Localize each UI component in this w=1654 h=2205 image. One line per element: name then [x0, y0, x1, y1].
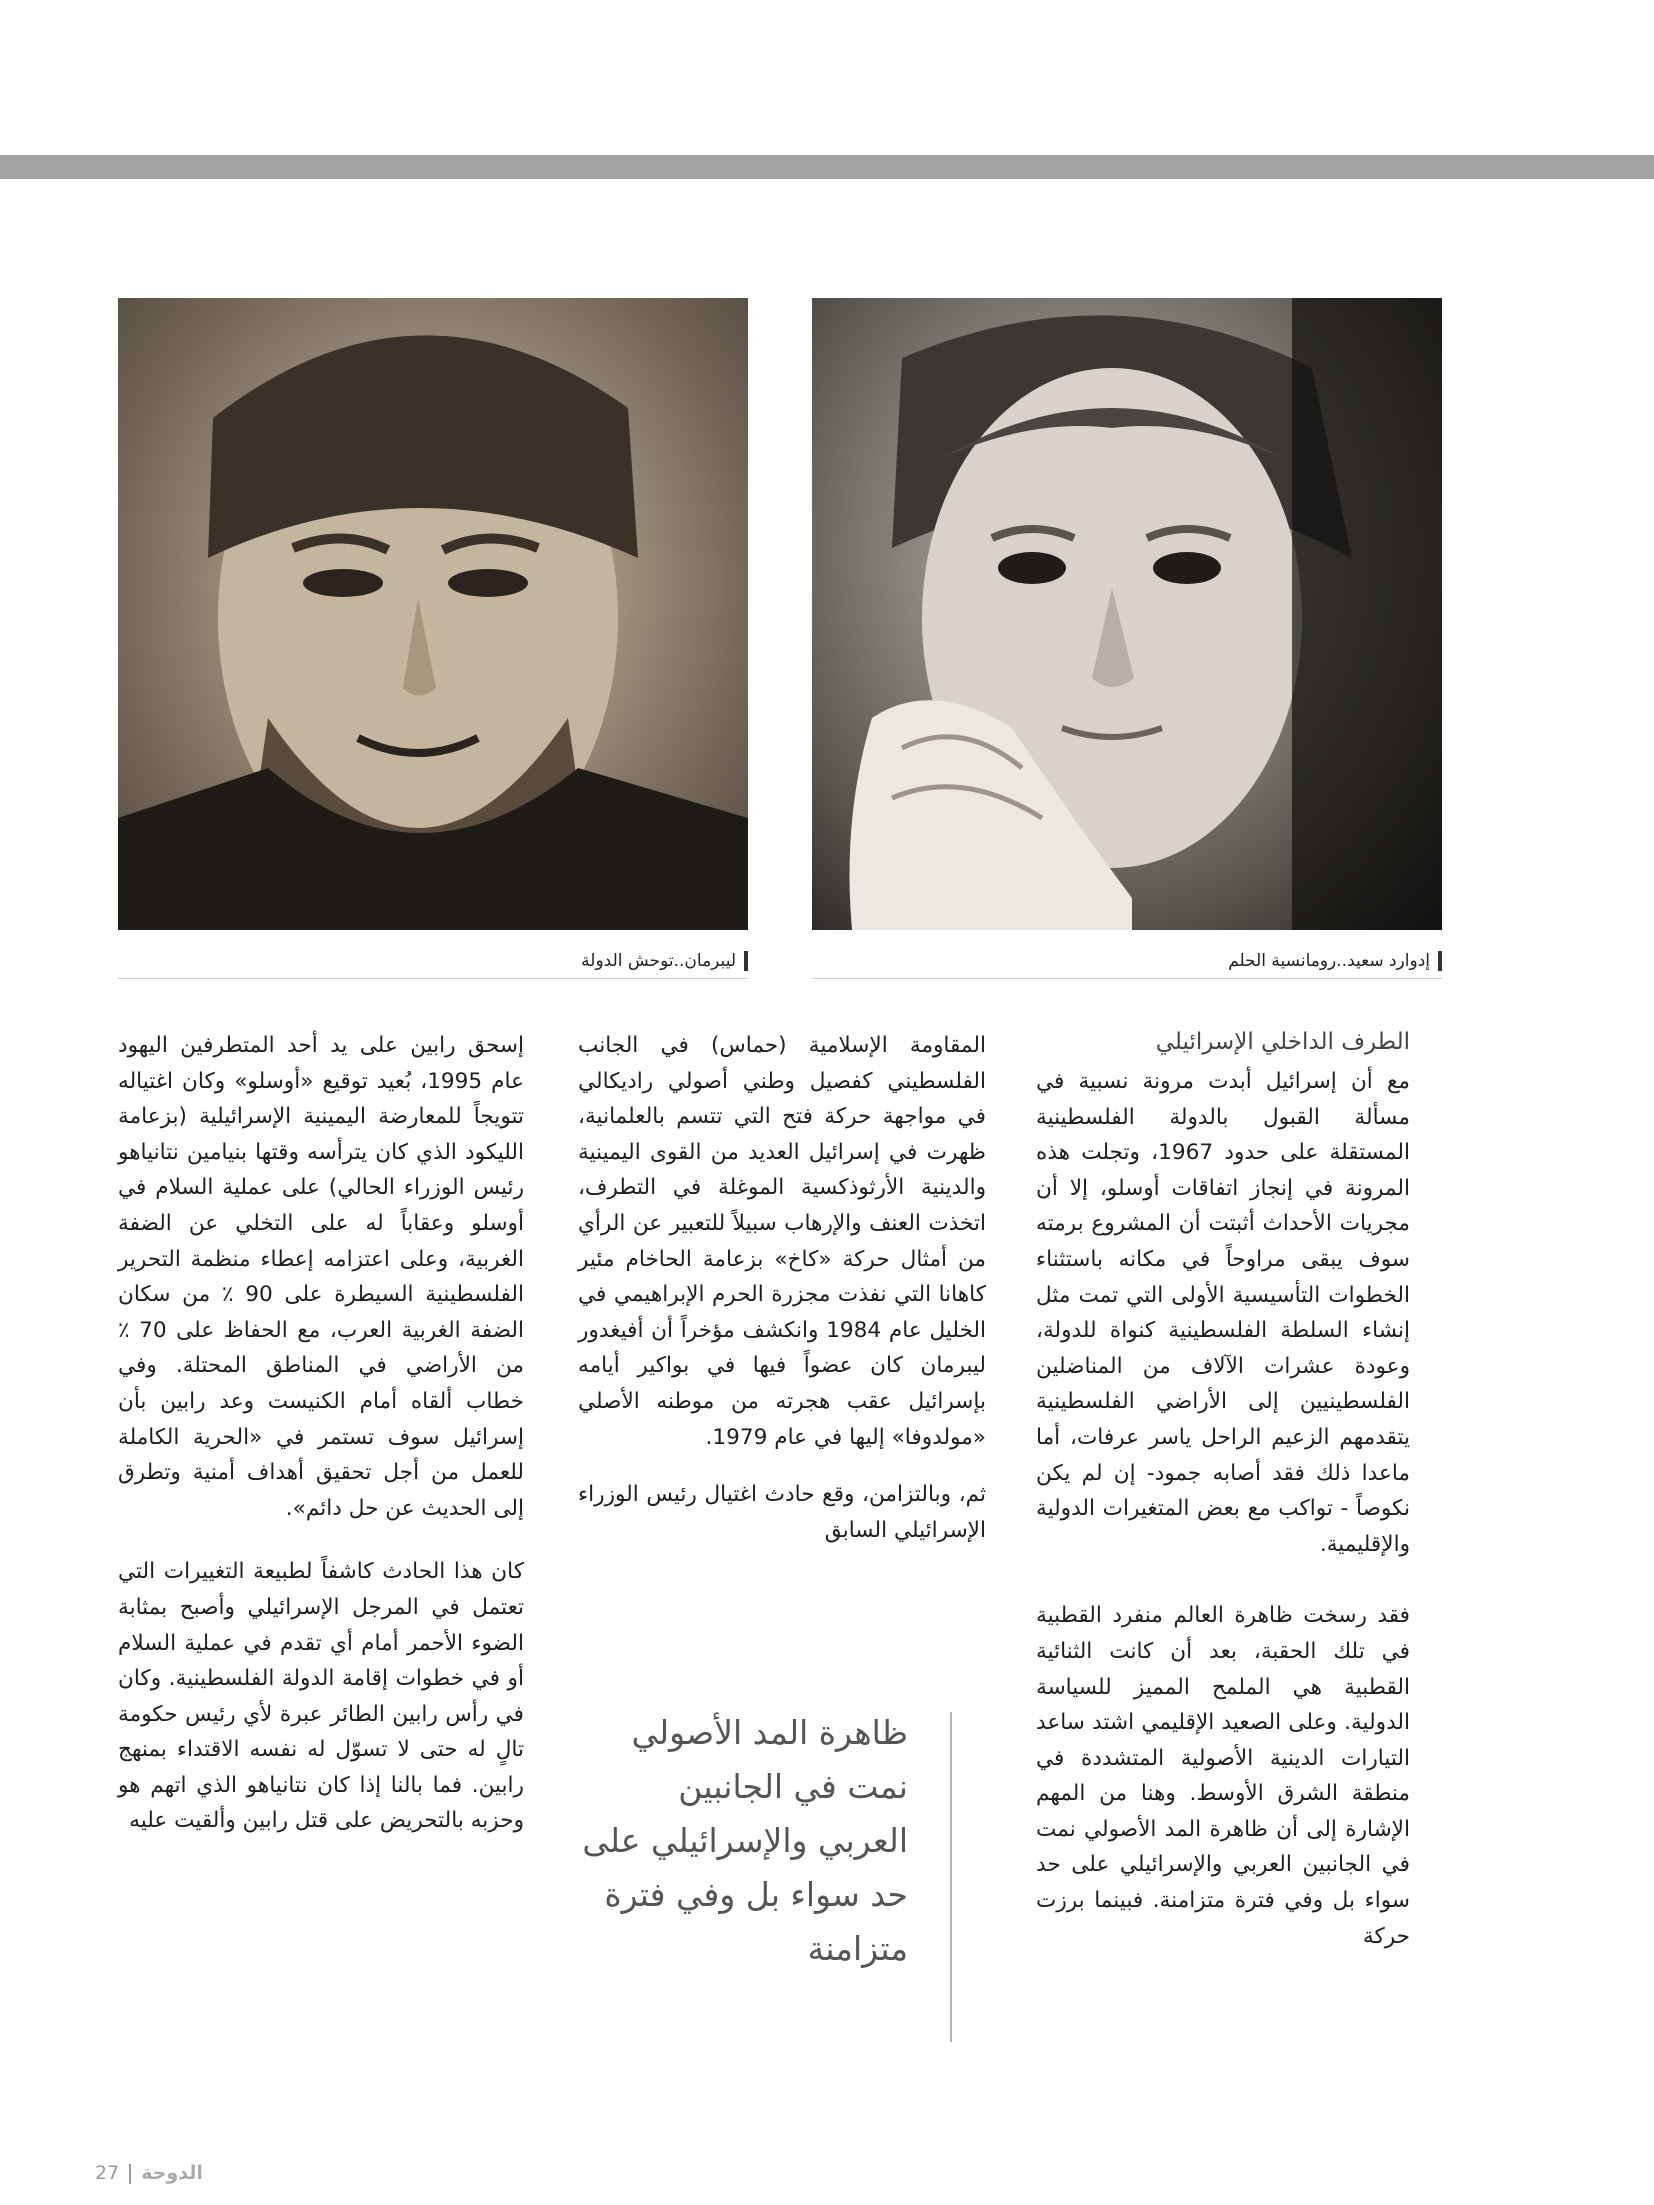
paragraph: مع أن إسرائيل أبدت مرونة نسبية في مسألة القبول بالدولة الفلسطينية المستقلة على حدود 1967، وتجلت هذه المرونة في إنجاز اتفاقات أوسلو، إلا أن مجريات الأحداث أثبتت أن المشروع برمته سوف يبقى مراوحاً في مكانه باستثناء الخطوات التأسيسية الأولى التي تمت مثل إنشاء السلطة الفلسطينية كنواة للدولة، وعودة عشرات الآلاف من المناضلين الفلسطينيين إلى الأراضي الفلسطينية يتقدمهم الزعيم الراحل ياسر عرفات، أما ماعدا ذلك فقد أصابه جمود- إن لم يكن نكوصاً - تواكب مع بعض المتغيرات الدولية والإقليمية. — [1036, 1069, 1410, 1557]
column-middle — [578, 1028, 986, 1548]
caption-right-text: إدوارد سعيد..رومانسية الحلم — [1228, 951, 1430, 971]
portrait-said-illustration — [812, 298, 1442, 930]
caption-marker — [1438, 951, 1442, 971]
magazine-name: الدوحة — [141, 2162, 203, 2184]
pullquote-rule — [950, 1712, 952, 2042]
paragraph: إسحق رابين على يد أحد المتطرفين اليهود عام 1995، بُعيد توقيع «أوسلو» وكان اغتياله تتويجاً للمعارضة اليمينية الإسرائيلية (بزعامة الليكود الذي كان يترأسه وقتها بنيامين نتانياهو رئيس الوزراء الحالي) على عملية السلام في أوسلو وعقاباً له على التخلي عن الضفة الغربية، وعلى اعتزامه إعطاء منظمة التحرير الفلسطينية السيطرة على 90 ٪ من سكان الضفة الغربية العرب، مع الحفاظ على 70 ٪ من الأراضي في المناطق المحتلة. وفي خطاب ألقاه أمام الكنيست وعد رابين بأن إسرائيل سوف تستمر في «الحرية الكاملة للعمل من أجل تحقيق أهداف أمنية وتطرق إلى الحديث عن حل دائم». — [118, 1033, 525, 1521]
section-heading: الطرف الداخلي الإسرائيلي — [1155, 1029, 1410, 1055]
column-left — [118, 1028, 524, 1839]
top-gray-bar — [0, 155, 1654, 179]
page-footer — [95, 2158, 203, 2188]
caption-said — [812, 944, 1442, 979]
column-right — [1036, 1064, 1410, 1954]
photo-liberman — [118, 298, 748, 930]
caption-liberman — [118, 944, 748, 979]
paragraph: ثم، وبالتزامن، وقع حادث اغتيال رئيس الوزراء الإسرائيلي السابق — [578, 1482, 986, 1543]
page-number: 27 — [95, 2162, 120, 2184]
footer-separator — [129, 2164, 131, 2184]
caption-marker — [744, 951, 748, 971]
portrait-liberman-illustration — [118, 298, 748, 930]
paragraph: المقاومة الإسلامية (حماس) في الجانب الفلسطيني كفصيل وطني أصولي راديكالي في مواجهة حركة فتح التي تتسم بالعلمانية، ظهرت في إسرائيل العديد من القوى اليمينية والدينية الأرثوذكسية الموغلة في التطرف، اتخذت العنف والإرهاب سبيلاً للتعبير عن الرأي من أمثال حركة «كاخ» بزعامة الحاخام مئير كاهانا التي نفذت مجزرة الحرم الإبراهيمي في الخليل عام 1984 وانكشف مؤخراً أن أفيغدور ليبرمان كان عضواً فيها في بواكير أيامه بإسرائيل عقب هجرته من موطنه الأصلي «مولدوفا» إليها في عام 1979. — [578, 1033, 986, 1450]
pullquote: ظاهرة المد الأصولي نمت في الجانبين العربي والإسرائيلي على حد سواء بل وفي فترة متزامنة — [582, 1713, 908, 1968]
paragraph: فقد رسخت ظاهرة العالم منفرد القطبية في تلك الحقبة، بعد أن كانت الثنائية القطبية هي الملمح المميز للسياسة الدولية. وعلى الصعيد الإقليمي اشتد ساعد التيارات الدينية الأصولية المتشددة في منطقة الشرق الأوسط. وهنا من المهم الإشارة إلى أن ظاهرة المد الأصولي نمت في الجانبين العربي والإسرائيلي على حد سواء بل وفي فترة متزامنة. فبينما برزت حركة — [1036, 1603, 1410, 1949]
caption-left-text: ليبرمان..توحش الدولة — [581, 951, 736, 971]
paragraph: كان هذا الحادث كاشفاً لطبيعة التغييرات التي تعتمل في المرجل الإسرائيلي وأصبح بمثابة الضوء الأحمر أمام أي تقدم في عملية السلام أو في خطوات إقامة الدولة الفلسطينية. وكان في رأس رابين الطائر عبرة لأي رئيس حكومة تالٍ له حتى لا تسوّل له نفسه الاقتداء بمنهج رابين. فما بالنا إذا كان نتانياهو الذي اتهم هو وحزبه بالتحريض على قتل رابين وألقيت عليه — [118, 1559, 524, 1834]
photo-edward-said — [812, 298, 1442, 930]
